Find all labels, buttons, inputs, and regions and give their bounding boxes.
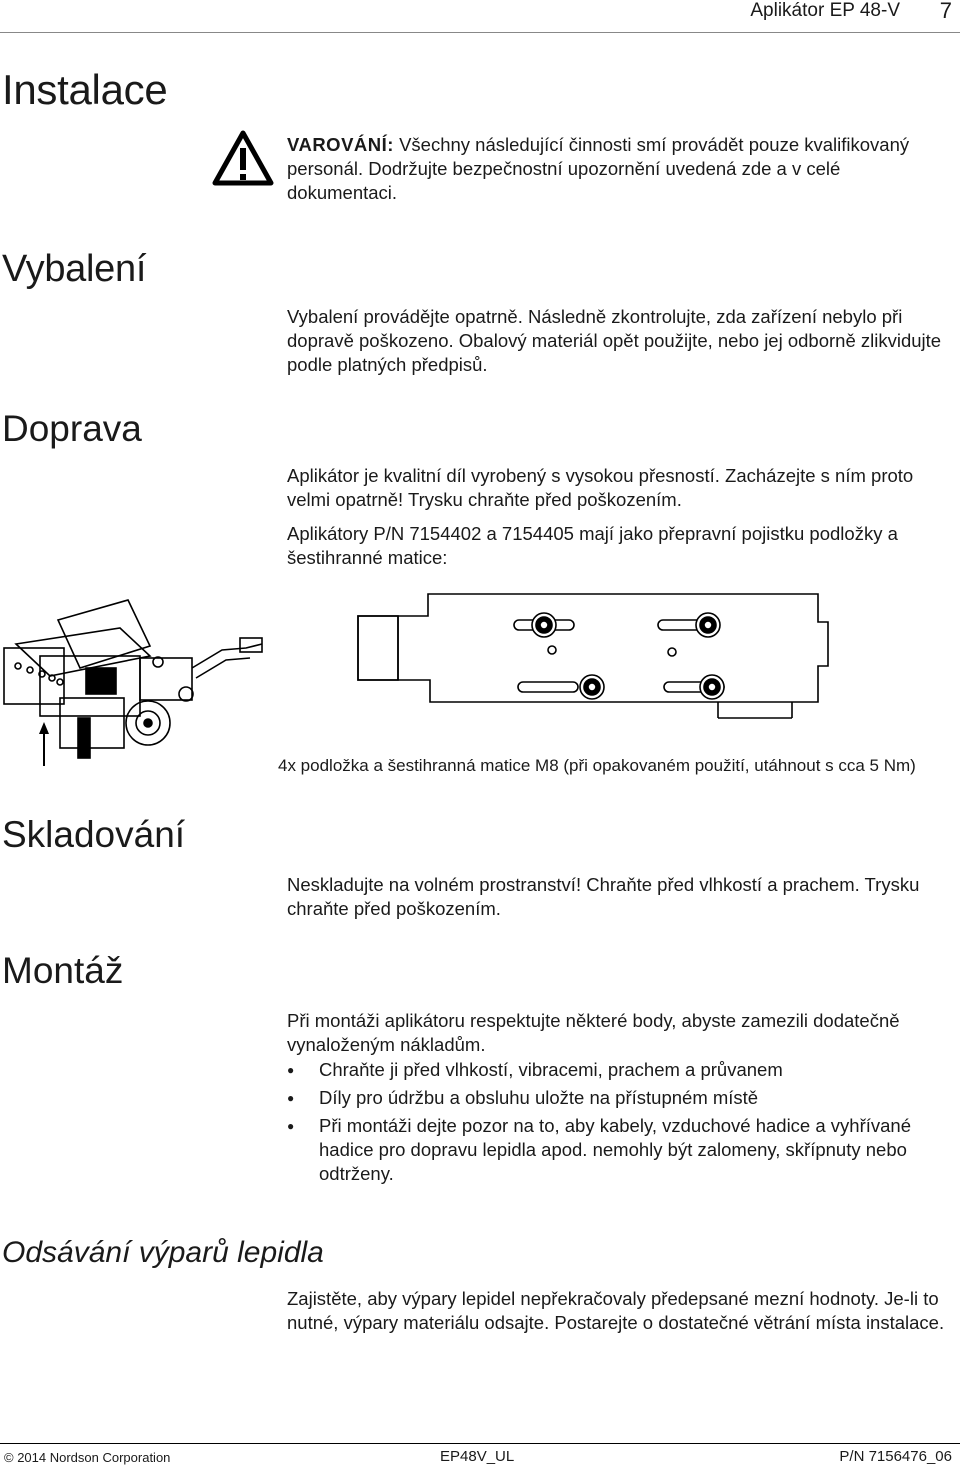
- footer-doc-code: EP48V_UL: [440, 1448, 515, 1465]
- section-title-montaz: Montáž: [2, 950, 124, 991]
- page-number: 7: [939, 0, 952, 23]
- montaz-bullet-list: [287, 1058, 955, 1190]
- footer-copyright: © 2014 Nordson Corporation: [4, 1450, 171, 1465]
- footer-part-number: P/N 7156476_06: [839, 1448, 952, 1465]
- skladovani-text: [287, 873, 955, 921]
- section-title-vybaleni: Vybalení: [2, 248, 147, 290]
- warning-label: VAROVÁNÍ:: [287, 134, 394, 155]
- section-title-skladovani: Skladování: [2, 814, 186, 855]
- transport-lock-diagram: [352, 590, 832, 730]
- doprava-paragraph-1: Aplikátor je kvalitní díl vyrobený s vysokou přesností. Zacházejte s ním proto velmi opatrně! Trysku chraňte před poškozením.: [287, 465, 914, 510]
- odsavani-paragraph: Zajistěte, aby výpary lepidel nepřekračovaly předepsané mezní hodnoty. Je-li to nutné, výpary materiálu odsajte. Postarejte o dostatečné větrání místa instalace.: [287, 1288, 945, 1333]
- footer-rule: [0, 1443, 960, 1444]
- warning-block: [287, 133, 955, 205]
- section-title-doprava: Doprava: [2, 408, 142, 449]
- list-item: ● Chraňte ji před vlhkostí, vibracemi, prachem a průvanem: [287, 1058, 955, 1082]
- warning-icon: [212, 130, 274, 186]
- skladovani-paragraph: Neskladujte na volném prostranství! Chraňte před vlhkostí a prachem. Trysku chraňte před poškozením.: [287, 874, 920, 919]
- doprava-paragraph-2: Aplikátory P/N 7154402 a 7154405 mají jako přepravní pojistku podložky a šestihranné matice:: [287, 523, 898, 568]
- applicator-illustration: [0, 598, 280, 770]
- header-rule: [0, 32, 960, 33]
- doprava-text-2: [287, 522, 955, 570]
- section-title-odsavani: Odsávání výparů lepidla: [2, 1236, 324, 1269]
- section-title-instalace: Instalace: [2, 66, 168, 113]
- vybaleni-paragraph: Vybalení provádějte opatrně. Následně zkontrolujte, zda zařízení nebylo při dopravě poškozeno. Obalový materiál opět použijte, nebo jej odborně zlikvidujte podle platných předpisů.: [287, 306, 942, 375]
- warning-text: Všechny následující činnosti smí provádět pouze kvalifikovaný personál. Dodržujte bezpečnostní upozornění uvedená zde a v celé dokumentaci.: [287, 134, 910, 203]
- list-item: ● Díly pro údržbu a obsluhu uložte na přístupném místě: [287, 1086, 955, 1110]
- list-item: ● Při montáži dejte pozor na to, aby kabely, vzduchové hadice a vyhřívané hadice pro dopravu lepidla apod. nemohly být zalomeny, skřípnuty nebo odtrženy.: [287, 1114, 955, 1186]
- doprava-text-1: [287, 464, 955, 512]
- header-title: Aplikátor EP 48-V: [750, 0, 900, 21]
- vybaleni-text: [287, 305, 955, 377]
- montaz-paragraph: Při montáži aplikátoru respektujte některé body, abyste zamezili dodatečně vynaloženým nákladům.: [287, 1010, 900, 1055]
- odsavani-text: [287, 1287, 955, 1335]
- diagram-caption: 4x podložka a šestihranná matice M8 (při opakovaném použití, utáhnout s cca 5 Nm): [278, 756, 916, 775]
- montaz-text: [287, 1009, 955, 1057]
